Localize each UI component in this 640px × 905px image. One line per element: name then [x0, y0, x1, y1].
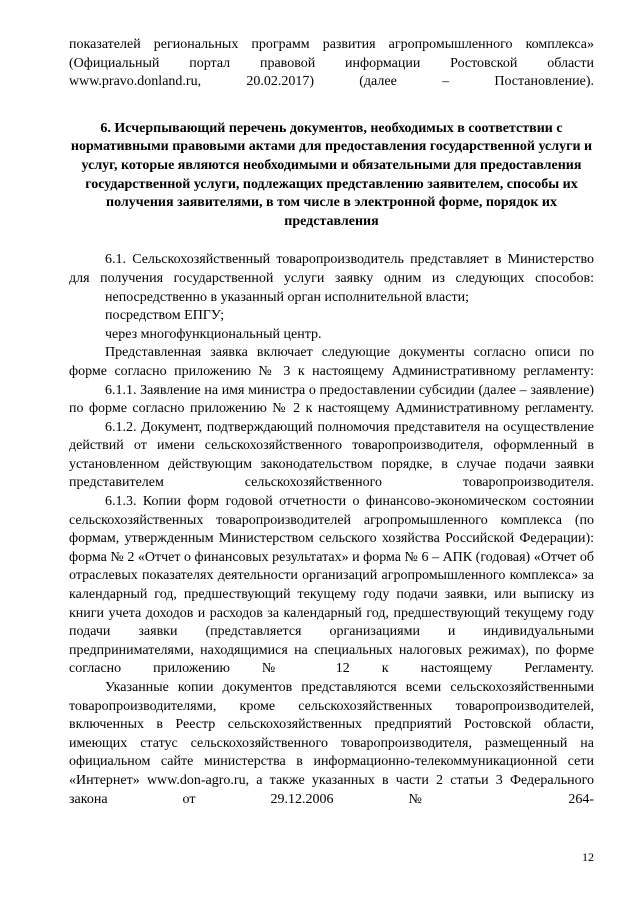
- section-heading: 6. Исчерпывающий перечень документов, необходимых в соответствии с нормативными правовыми актами для предоставления государственной услуги и услуг, которые являются необходимыми и обязательными для предоставления государственной услуги, подлежащих представлению заявителем, способы их получения заявителями, в том числе в электронной форме, порядок их представления: [70, 120, 593, 229]
- paragraph-copies: Указанные копии документов представляются всеми сельскохозяйственными товаропроизводителями, кроме сельскохозяйственных товаропроизводителей, включенных в Реестр сельскохозяйственных предприятий Ростовской области, имеющих статус сельскохозяйственного товаропроизводителя, размещенный на официальном сайте министерства в информационно-телекоммуникационной сети «Интернет» www.don-agro.ru, а также указанных в части 2 статьи 3 Федерального закона от 29.12.2006 № 264-: [69, 680, 594, 807]
- method-item-direct: непосредственно в указанный орган исполнительной власти;: [105, 289, 469, 305]
- method-item-epgu: посредством ЕПГУ;: [105, 308, 225, 324]
- method-item-mfc: через многофункциональный центр.: [105, 326, 322, 342]
- paragraph-6-1: 6.1. Сельскохозяйственный товаропроизводитель представляет в Министерство для получения государственной услуги заявку одним из следующих способов:: [69, 252, 594, 286]
- paragraph-includes: Представленная заявка включает следующие документы согласно описи по форме согласно приложению № 3 к настоящему Административному регламенту:: [69, 345, 594, 379]
- paragraph-6-1-1: 6.1.1. Заявление на имя министра о предоставлении субсидии (далее – заявление) по форме согласно приложению № 2 к настоящему Административному регламенту.: [69, 382, 594, 417]
- paragraph-6-1-3: 6.1.3. Копии форм годовой отчетности о финансово-экономическом состоянии сельскохозяйственных товаропроизводителей агропромышленного комплекса (по формам, утвержденным Министерством сельского хозяйства Российской Федерации): форма № 2 «Отчет о финансовых результатах» и форма № 6 – АПК (годовая) «Отчет об отраслевых показателях деятельности организаций агропромышленного комплекса» за календарный год, предшествующий текущему году подачи заявки, или выписку из книги учета доходов и расходов за календарный год, предшествующий текущему году подачи заявки (представляется организациями и индивидуальными предпринимателями, находящимися на специальных налоговых режимах), по форме согласно приложению № 12 к настоящему Регламенту.: [69, 494, 594, 677]
- paragraph-6-1-2: 6.1.2. Документ, подтверждающий полномочия представителя на осуществление действий от имени сельскохозяйственного товаропроизводителя, оформленный в установленном действующим законодательством порядке, в случае подачи заявки представителем сельскохозяйственного товаропроизводителя.: [69, 419, 594, 491]
- document-page: [69, 36, 594, 809]
- intro-paragraph: показателей региональных программ развития агропромышленного комплекса» (Официальный портал правовой информации Ростовской области www.pravo.donland.ru, 20.02.2017) (далее – Постановление).: [69, 37, 594, 90]
- page-number: 12: [582, 850, 594, 864]
